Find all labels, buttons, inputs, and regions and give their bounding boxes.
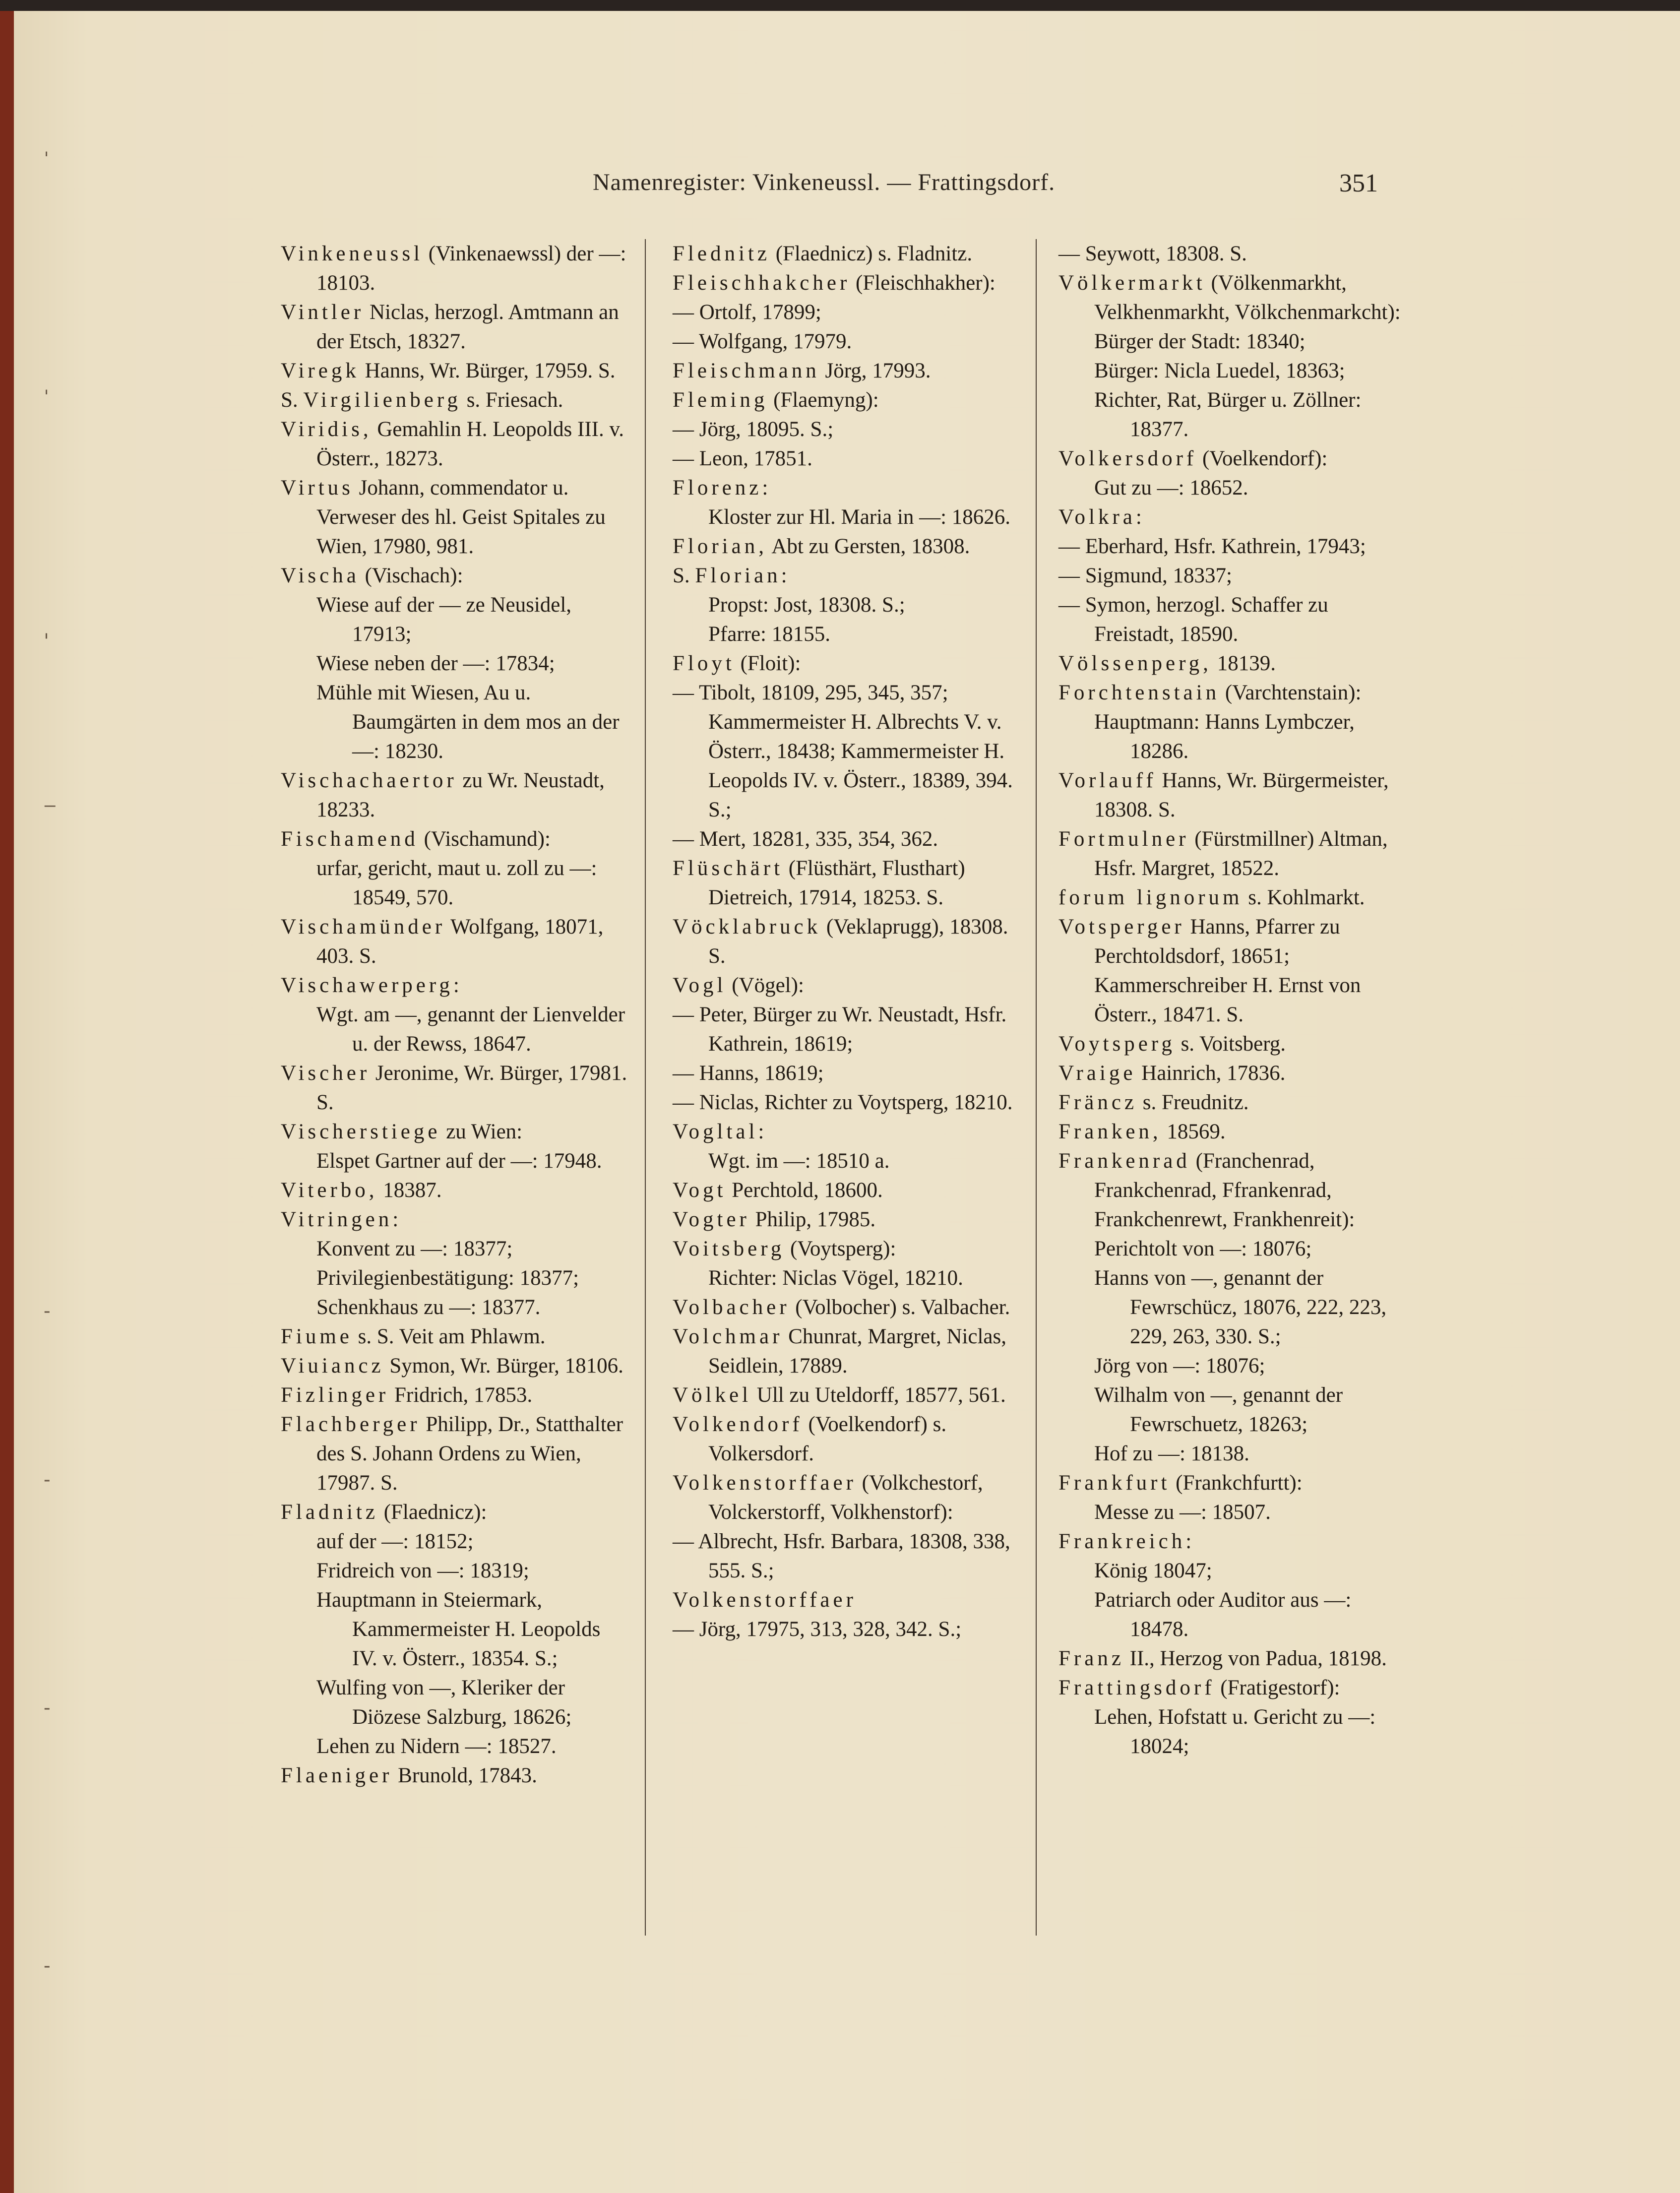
entry-text: (Veklaprugg), 18308. S. [708,915,1008,968]
entry-text: Philipp, Dr., Statthalter des S. Johann Ordens zu Wien, 17987. S. [316,1413,623,1495]
entry-subline: Wgt. am —, genannt der Lienvelder u. der Rewss, 18647. [316,1003,625,1056]
index-entry [281,1410,628,1498]
entry-dash-line: — Jörg, 18095. S.; [673,418,834,441]
entry-subline: auf der —: 18152; [316,1530,474,1553]
entry-subline: Lehen, Hofstatt u. Gericht zu —: 18024; [1094,1705,1376,1758]
entry-headword: Florian: [695,564,791,587]
index-column-3 [1058,239,1406,1761]
margin-mark: - [44,1696,51,1719]
index-entry [281,824,628,912]
entry-subline: Konvent zu —: 18377; [316,1237,513,1260]
entry-subline: Mühle mit Wiesen, Au u. Baumgärten in dem mos an der —: 18230. [316,681,620,763]
margin-mark: - [44,1300,51,1322]
index-entry [1058,1146,1406,1468]
entry-text: Niclas, herzogl. Amtmann an der Etsch, 18327. [316,301,619,353]
index-entry [673,473,1020,532]
entry-headword: Viregk [281,359,360,382]
entry-headword: Flüschärt [673,857,784,880]
entry-subline: Jörg von —: 18076; [1094,1354,1265,1378]
index-entry [673,532,1020,561]
entry-headword: Vischa [281,564,360,587]
entry-text: (Flaemyng): [768,388,879,412]
binding-edge [0,11,14,2193]
entry-headword: Frankreich: [1058,1530,1195,1553]
entry-headword: Fiume [281,1325,353,1348]
index-entry [281,239,628,298]
index-entry [673,1234,1020,1293]
entry-text: (Vischamund): [418,827,551,851]
entry-text: (Fleischhakher): [850,271,996,295]
entry-subline: Richter: Niclas Vögel, 18210. [708,1266,963,1290]
entry-headword: Volkra: [1058,505,1145,529]
entry-subline: Schenkhaus zu —: 18377. [316,1296,541,1319]
index-entry [673,649,1020,854]
index-entry [281,561,628,766]
entry-headword: Fleming [673,388,768,412]
index-entry [1058,678,1406,766]
index-entry [1058,649,1406,678]
index-entry [281,356,628,385]
entry-subline: Wulfing von —, Kleriker der Diözese Salzburg, 18626; [316,1676,572,1729]
index-entry [281,1761,628,1790]
entry-headword: Volkenstorffaer [673,1588,857,1612]
index-entry [673,1585,1020,1644]
index-entry [281,1351,628,1380]
entry-text: (Fürstmillner) Altman, Hsfr. Margret, 18522. [1094,827,1388,880]
entry-text: s. Voitsberg. [1175,1032,1286,1056]
entry-text: 18139. [1211,652,1276,675]
entry-dash-line: — Jörg, 17975, 313, 328, 342. S.; [673,1618,962,1641]
entry-headword: Vischawerperg: [281,974,463,997]
entry-headword: Virgilienberg [303,388,461,412]
column-rule [645,239,646,1936]
index-entry [673,1293,1020,1322]
entry-subline: Hauptmann in Steiermark, Kammermeister H. Leopolds IV. v. Österr., 18354. S.; [316,1588,601,1670]
entry-text: s. Friesach. [461,388,563,412]
entry-headword: Voitsberg [673,1237,785,1260]
entry-subline: Privilegienbestätigung: 18377; [316,1266,579,1290]
entry-text: s. Kohlmarkt. [1243,886,1365,909]
entry-subline: Gut zu —: 18652. [1094,476,1248,500]
index-entry [673,561,1020,649]
entry-subline: Wiese neben der —: 17834; [316,652,555,675]
entry-headword: Vöcklabruck [673,915,821,939]
index-entry [673,971,1020,1117]
index-entry [1058,1673,1406,1761]
entry-text: (Volbocher) s. Valbacher. [790,1296,1010,1319]
entry-headword: Volkendorf [673,1413,803,1436]
entry-text: 18387. [377,1179,442,1202]
entry-text: (Voelkendorf): [1197,447,1328,470]
entry-text: II., Herzog von Padua, 18198. [1124,1647,1387,1670]
entry-headword: Völkel [673,1383,752,1407]
index-entry [673,1410,1020,1468]
entry-headword: Fleischmann [673,359,820,382]
entry-subline: Hauptmann: Hanns Lymbczer, 18286. [1094,710,1355,763]
entry-headword: Viridis, [281,418,372,441]
index-column-1 [281,239,628,1790]
entry-subline: Richter, Rat, Bürger u. Zöllner: 18377. [1094,388,1362,441]
entry-headword: Franken, [1058,1120,1162,1143]
entry-subline: Hof zu —: 18138. [1094,1442,1249,1465]
entry-text: s. Freudnitz. [1137,1091,1249,1114]
entry-headword: Fortmulner [1058,827,1189,851]
index-entry [281,1176,628,1205]
entry-text: (Fratigestorf): [1215,1676,1340,1699]
entry-text: Symon, Wr. Bürger, 18106. [384,1354,623,1378]
entry-headword: Vinkeneussl [281,242,424,265]
margin-mark: ˈ [44,149,49,172]
entry-headword: Vintler [281,301,365,324]
index-entry [281,473,628,561]
entry-dash-line: — Eberhard, Hsfr. Kathrein, 17943; [1058,535,1366,558]
entry-headword: Vischer [281,1062,371,1085]
entry-dash-line: — Mert, 18281, 335, 354, 362. [673,827,938,851]
entry-dash-line: — Tibolt, 18109, 295, 345, 357; Kammermeister H. Albrechts V. v. Österr., 18438; Kammermeister H. Leopolds IV. v. Österr., 18389, 394. S.; [673,681,1013,821]
entry-headword: Vischachaertor [281,769,457,792]
index-entry [281,766,628,824]
entry-headword: Vraige [1058,1062,1136,1085]
index-entry [1058,1029,1406,1059]
index-entry [673,912,1020,971]
index-entry [281,1117,628,1176]
index-entry [1058,912,1406,1029]
entry-subline: Wilhalm von —, genannt der Fewrschuetz, 18263; [1094,1383,1343,1436]
entry-text: (Volkchestorf, Volckerstorff, Volkhenstorf): [708,1471,983,1524]
entry-text: Hanns, Pfarrer zu Perchtoldsdorf, 18651; Kammerschreiber H. Ernst von Österr., 18471. S. [1094,915,1361,1026]
index-entry [1058,502,1406,649]
entry-dash-line: — Hanns, 18619; [673,1062,824,1085]
entry-text: (Flaednicz): [378,1501,487,1524]
entry-subline: Hanns von —, genannt der Fewrschücz, 18076, 222, 223, 229, 263, 330. S.; [1094,1266,1387,1348]
entry-headword: Fräncz [1058,1091,1137,1114]
entry-headword: Forchtenstain [1058,681,1220,704]
margin-mark: ' [44,630,49,653]
entry-dash-line: — Albrecht, Hsfr. Barbara, 18308, 338, 555. S.; [673,1530,1010,1582]
entry-headword: Flachberger [281,1413,421,1436]
entry-headword: Fischamend [281,827,419,851]
index-entry [281,912,628,971]
index-entry [673,385,1020,473]
index-entry [1058,883,1406,912]
entry-headword: Volbacher [673,1296,790,1319]
entry-text: Johann, commendator u. Verweser des hl. Geist Spitales zu Wien, 17980, 981. [316,476,606,558]
entry-headword: Flaeniger [281,1764,393,1787]
entry-subline: Patriarch oder Auditor aus —: 18478. [1094,1588,1352,1641]
entry-subline: Pfarre: 18155. [708,623,830,646]
entry-text: Chunrat, Margret, Niclas, Seidlein, 17889. [708,1325,1007,1378]
entry-headword: Volchmar [673,1325,783,1348]
entry-headword: Frankenrad [1058,1149,1190,1173]
index-entry [281,415,628,473]
entry-subline: Kloster zur Hl. Maria in —: 18626. [708,505,1011,529]
entry-headword: Vischerstiege [281,1120,441,1143]
entry-dash-line: — Ortolf, 17899; [673,301,821,324]
entry-text: Abt zu Gersten, 18308. [767,535,970,558]
index-entry [673,1468,1020,1585]
entry-text: Hainrich, 17836. [1136,1062,1286,1085]
entry-text: (Franchenrad, Frankchenrad, Ffrankenrad, Frankchenrewt, Frankhenreit): [1094,1149,1355,1231]
entry-headword: Fleischhakcher [673,271,851,295]
index-entry [1058,444,1406,502]
entry-subline: Lehen zu Nidern —: 18527. [316,1735,557,1758]
entry-text: Wolfgang, 18071, 403. S. [316,915,604,968]
index-entry [281,298,628,356]
entry-text: Fridrich, 17853. [389,1383,533,1407]
entry-subline: Bürger der Stadt: 18340; [1094,330,1306,353]
index-column-2 [673,239,1020,1644]
entry-text: zu Wr. Neustadt, 18233. [316,769,605,821]
entry-dash-line: — Seywott, 18308. S. [1058,242,1247,265]
index-entry [281,1059,628,1117]
index-entry [1058,1059,1406,1088]
entry-text: 18569. [1161,1120,1226,1143]
entry-text: (Flüsthärt, Flusthart) Dietreich, 17914, 18253. S. [708,857,965,909]
column-rule [1036,239,1037,1936]
entry-headword: Flednitz [673,242,770,265]
index-entry [1058,766,1406,824]
entry-text: (Vögel): [726,974,804,997]
entry-headword: Votsperger [1058,915,1185,939]
entry-text: Ull zu Uteldorff, 18577, 561. [751,1383,1006,1407]
entry-headword: Voytsperg [1058,1032,1176,1056]
index-entry [281,1380,628,1410]
entry-subline: Bürger: Nicla Luedel, 18363; [1094,359,1345,382]
entry-text: Hanns, Wr. Bürger, 17959. S. [359,359,616,382]
entry-text: Philip, 17985. [749,1208,876,1231]
index-entry [673,1322,1020,1380]
entry-headword: Vogl [673,974,727,997]
index-entry [1058,1644,1406,1673]
entry-headword: Franz [1058,1647,1124,1670]
entry-dash-line: — Wolfgang, 17979. [673,330,852,353]
entry-subline: Perichtolt von —: 18076; [1094,1237,1312,1260]
index-entry [1058,1088,1406,1117]
index-entry [673,1176,1020,1205]
entry-text: Jörg, 17993. [819,359,931,382]
entry-headword: Fladnitz [281,1501,378,1524]
entry-text: (Flaednicz) s. Fladnitz. [770,242,973,265]
index-entry [673,1117,1020,1176]
entry-headword: Volkersdorf [1058,447,1197,470]
entry-headword: Florian, [673,535,767,558]
entry-headword: Frattingsdorf [1058,1676,1215,1699]
entry-text: Jeronime, Wr. Bürger, 17981. S. [316,1062,627,1114]
entry-dash-line: — Niclas, Richter zu Voytsperg, 18210. [673,1091,1013,1114]
entry-subline: Messe zu —: 18507. [1094,1501,1271,1524]
index-entry [281,1498,628,1761]
index-entry [281,971,628,1059]
entry-dash-line: — Peter, Bürger zu Wr. Neustadt, Hsfr. Kathrein, 18619; [673,1003,1007,1056]
index-entry [1058,239,1406,268]
entry-headword: Vogt [673,1179,727,1202]
entry-headword: forum lignorum [1058,886,1243,909]
page-number: 351 [1339,169,1378,197]
index-entry [1058,824,1406,883]
running-header: Namenregister: Vinkeneussl. — Frattingsdorf. [593,169,1056,195]
entry-text: s. S. Veit am Phlawm. [352,1325,546,1348]
margin-mark: - [44,1954,51,1977]
entry-subline: König 18047; [1094,1559,1212,1582]
entry-subline: Elspet Gartner auf der —: 17948. [316,1149,602,1173]
entry-dash-line: — Leon, 17851. [673,447,812,470]
index-entry [673,356,1020,385]
entry-text: (Vinkenaewssl) der —: 18103. [316,242,626,295]
entry-text: zu Wien: [440,1120,523,1143]
entry-dash-line: — Symon, herzogl. Schaffer zu Freistadt, 18590. [1058,593,1328,646]
entry-headword: Volkenstorffaer [673,1471,857,1495]
index-entry [673,239,1020,268]
margin-mark: ˈ [44,387,49,410]
entry-subline: Wiese auf der — ze Neusidel, 17913; [316,593,572,646]
entry-dash-line: — Sigmund, 18337; [1058,564,1233,587]
entry-subline: Propst: Jost, 18308. S.; [708,593,905,617]
index-entry [1058,268,1406,444]
entry-text: Brunold, 17843. [392,1764,537,1787]
entry-headword: Vogter [673,1208,750,1231]
entry-headword: Viuiancz [281,1354,384,1378]
entry-text: Hanns, Wr. Bürgermeister, 18308. S. [1094,769,1389,821]
entry-headword: Virtus [281,476,354,500]
index-entry [673,854,1020,912]
entry-prefix: S. [673,564,695,587]
entry-headword: Vischamünder [281,915,446,939]
entry-subline: urfar, gericht, maut u. zoll zu —: 18549, 570. [316,857,597,909]
index-entry [1058,1117,1406,1146]
index-entry [281,1322,628,1351]
entry-headword: Fizlinger [281,1383,389,1407]
entry-headword: Floyt [673,652,735,675]
index-entry [673,268,1020,356]
entry-text: (Varchtenstain): [1220,681,1362,704]
entry-text: (Völkenmarkht, Velkhenmarkht, Völkchenmarkcht): [1094,271,1401,324]
margin-mark: ‒ [44,794,57,816]
margin-mark: - [44,1468,51,1491]
entry-prefix: S. [281,388,304,412]
entry-headword: Vitringen: [281,1208,402,1231]
entry-subline: Wgt. im —: 18510 a. [708,1149,890,1173]
index-entry [1058,1468,1406,1527]
entry-headword: Florenz: [673,476,772,500]
index-entry [673,1380,1020,1410]
entry-text: (Voelkendorf) s. Volkersdorf. [708,1413,947,1465]
entry-text: (Floit): [735,652,801,675]
entry-text: Gemahlin H. Leopolds III. v. Österr., 18273. [316,418,624,470]
entry-text: Perchtold, 18600. [726,1179,883,1202]
entry-headword: Völssenperg, [1058,652,1212,675]
entry-text: (Vischach): [359,564,463,587]
entry-headword: Frankfurt [1058,1471,1171,1495]
entry-headword: Viterbo, [281,1179,378,1202]
entry-text: (Frankchfurtt): [1170,1471,1303,1495]
entry-text: (Voytsperg): [785,1237,896,1260]
entry-headword: Vorlauff [1058,769,1157,792]
index-entry [673,1205,1020,1234]
index-entry [281,1205,628,1322]
entry-headword: Vogltal: [673,1120,768,1143]
entry-subline: Fridreich von —: 18319; [316,1559,529,1582]
index-entry [1058,1527,1406,1644]
entry-headword: Völkermarkt [1058,271,1206,295]
index-entry [281,385,628,415]
